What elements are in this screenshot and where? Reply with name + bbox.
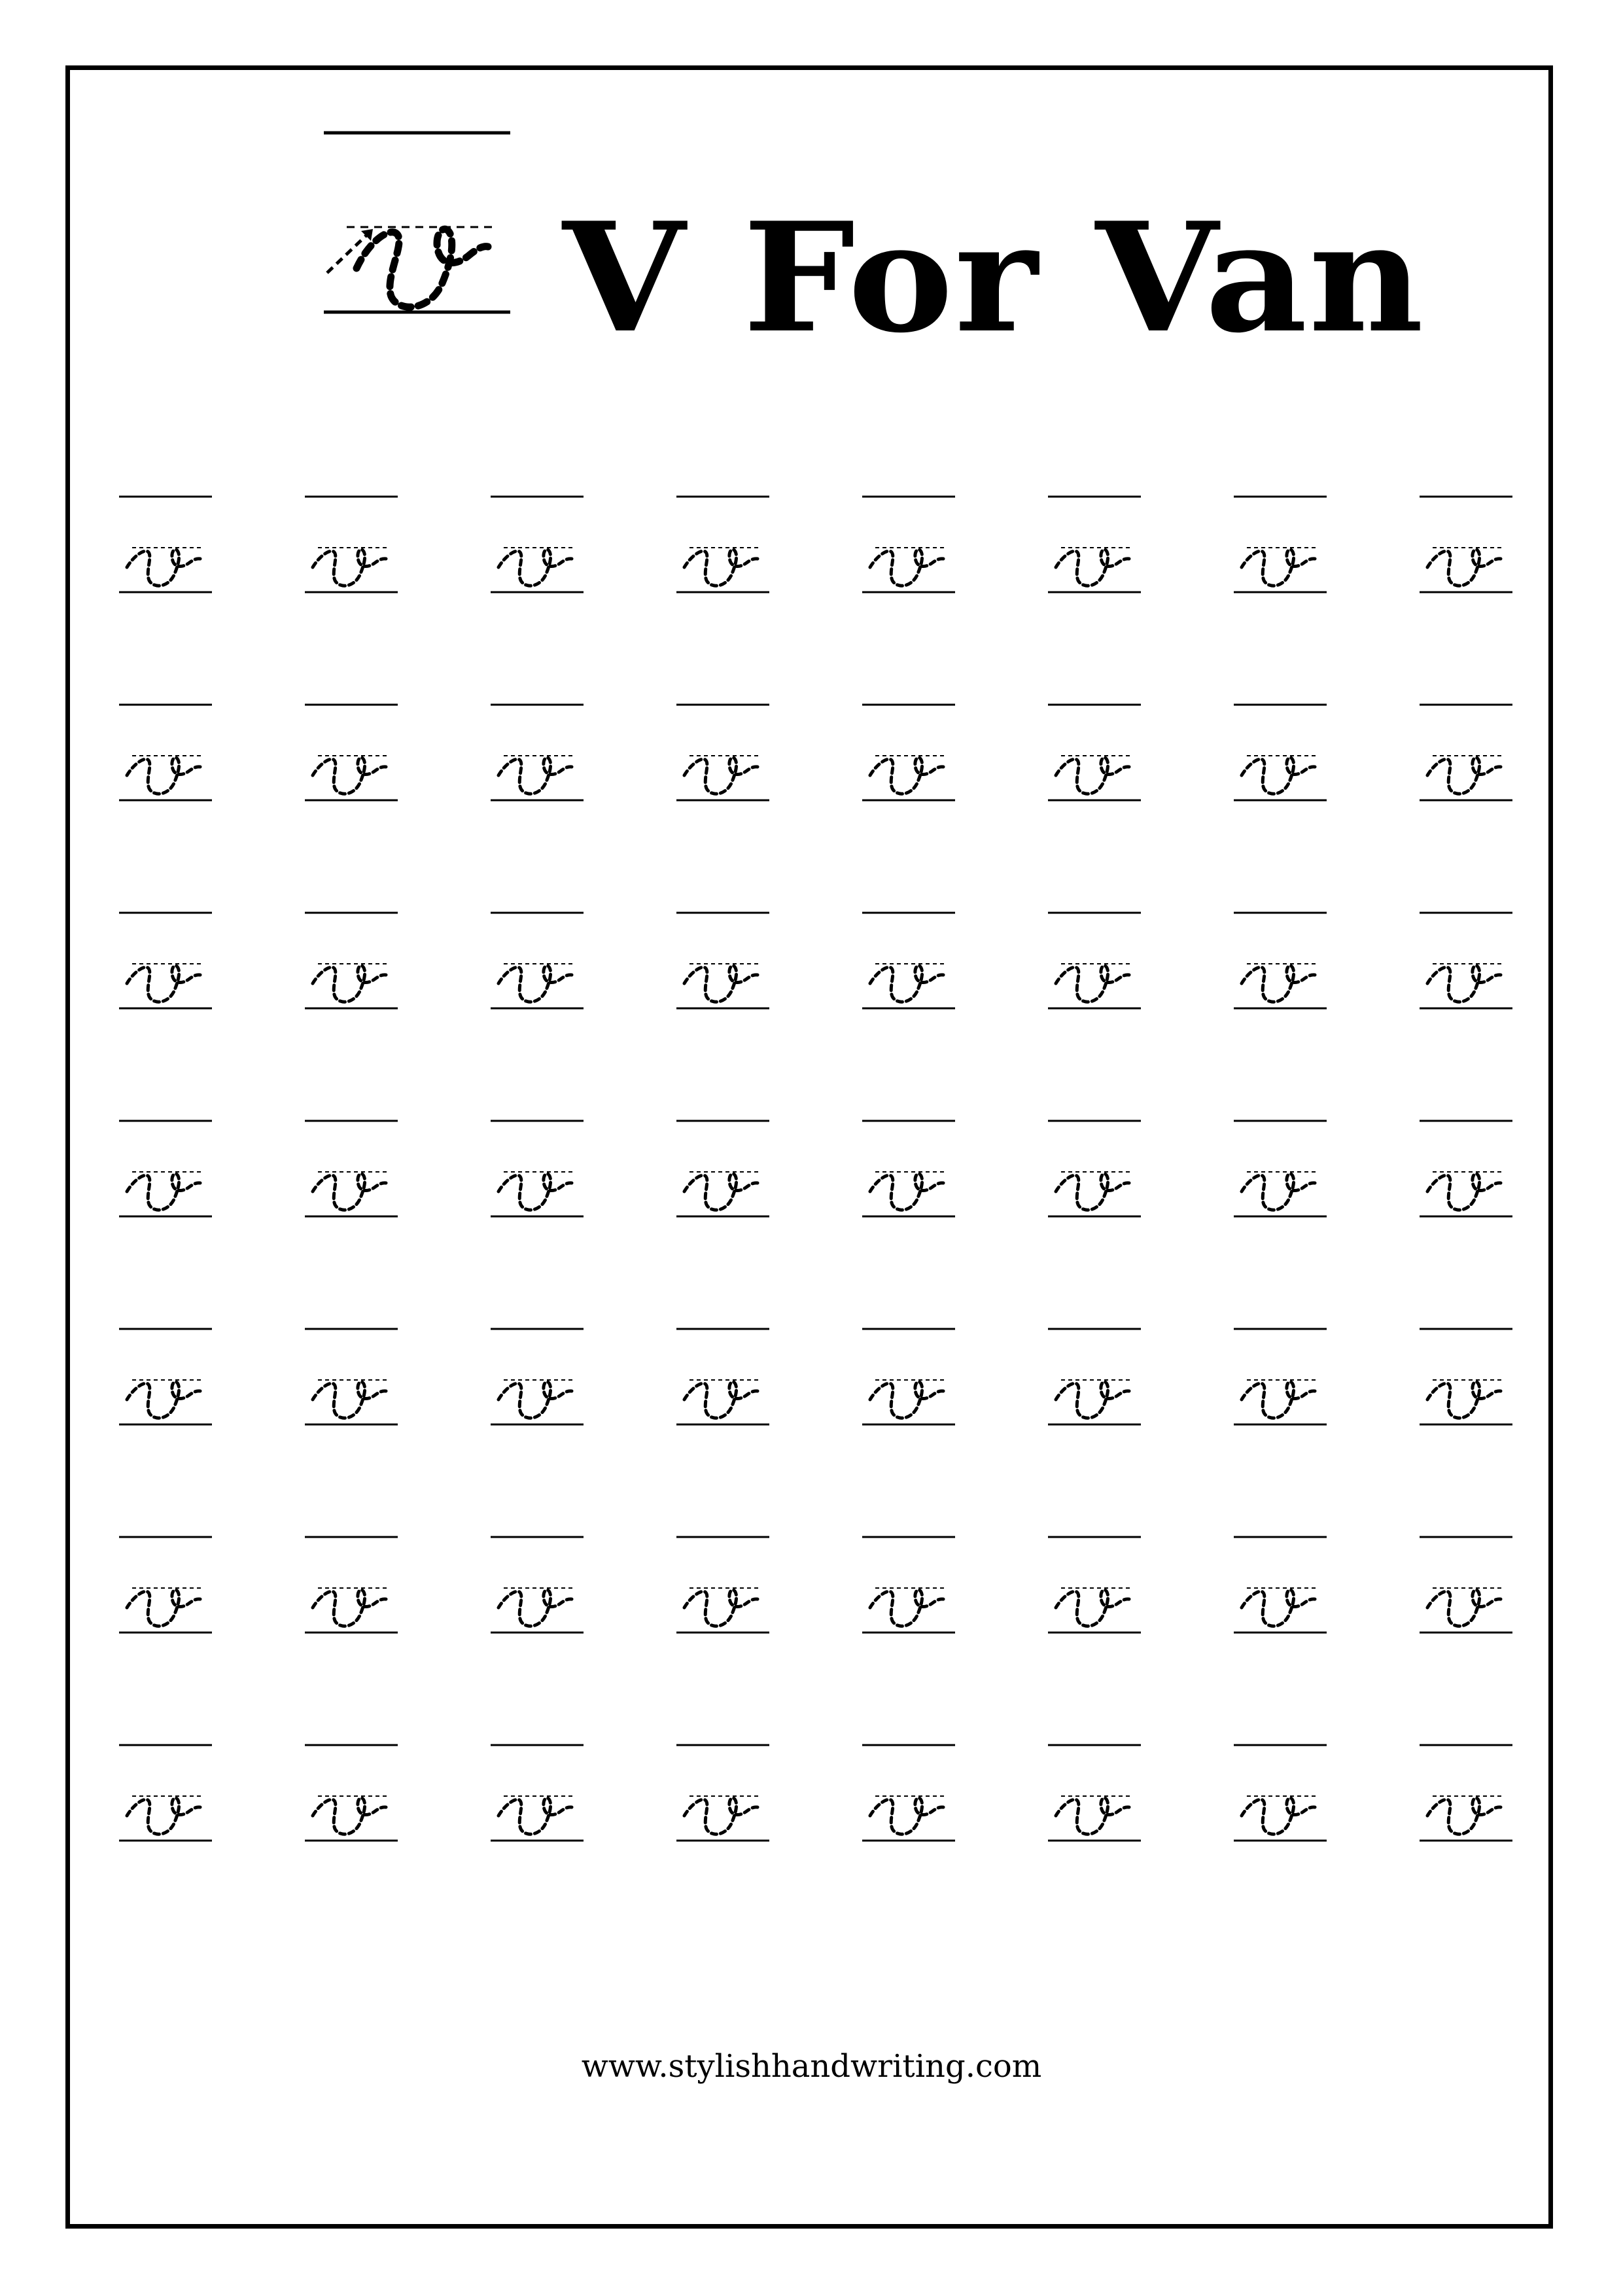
traced-letter-v xyxy=(861,1326,956,1431)
traced-letter-v xyxy=(1047,494,1142,599)
practice-row xyxy=(118,1534,1518,1742)
traced-letter-v xyxy=(675,1326,771,1431)
traced-letter-v xyxy=(304,910,399,1015)
traced-letter-v xyxy=(675,702,771,807)
traced-letter-v xyxy=(1418,702,1514,807)
header-traced-letter-v xyxy=(321,128,517,324)
traced-letter-v xyxy=(489,1742,585,1847)
traced-letter-v xyxy=(1418,494,1514,599)
practice-row xyxy=(118,910,1518,1118)
traced-letter-v xyxy=(861,1742,956,1847)
traced-letter-v xyxy=(118,1742,213,1847)
traced-letter-v xyxy=(675,1742,771,1847)
traced-letter-v xyxy=(118,494,213,599)
traced-letter-v xyxy=(118,1534,213,1639)
traced-letter-v xyxy=(304,1118,399,1223)
traced-letter-v xyxy=(1232,702,1328,807)
traced-letter-v xyxy=(1232,1534,1328,1639)
practice-row xyxy=(118,1118,1518,1326)
traced-letter-v xyxy=(1232,1326,1328,1431)
traced-letter-v xyxy=(1232,494,1328,599)
website-footer: www.stylishhandwriting.com xyxy=(581,2048,1042,2085)
traced-letter-v xyxy=(1047,1118,1142,1223)
traced-letter-v xyxy=(675,1118,771,1223)
traced-letter-v xyxy=(861,1118,956,1223)
page-title: V For Van xyxy=(563,190,1425,366)
traced-letter-v xyxy=(861,910,956,1015)
traced-letter-v xyxy=(1418,1118,1514,1223)
traced-letter-v xyxy=(1047,1742,1142,1847)
practice-row xyxy=(118,1326,1518,1534)
traced-letter-v xyxy=(1232,1118,1328,1223)
traced-letter-v xyxy=(1232,910,1328,1015)
traced-letter-v xyxy=(1418,910,1514,1015)
traced-letter-v xyxy=(304,702,399,807)
traced-letter-v xyxy=(861,494,956,599)
practice-grid xyxy=(118,494,1518,1951)
traced-letter-v xyxy=(304,494,399,599)
traced-letter-v xyxy=(675,910,771,1015)
traced-letter-v xyxy=(1232,1742,1328,1847)
traced-letter-v xyxy=(489,910,585,1015)
traced-letter-v xyxy=(304,1742,399,1847)
traced-letter-v xyxy=(861,702,956,807)
traced-letter-v xyxy=(1047,910,1142,1015)
traced-letter-v xyxy=(675,494,771,599)
traced-letter-v xyxy=(489,1326,585,1431)
traced-letter-v xyxy=(489,1534,585,1639)
traced-letter-v xyxy=(1047,1534,1142,1639)
traced-letter-v xyxy=(1418,1742,1514,1847)
practice-row xyxy=(118,702,1518,910)
traced-letter-v xyxy=(118,1326,213,1431)
traced-letter-v xyxy=(861,1534,956,1639)
traced-letter-v xyxy=(304,1534,399,1639)
traced-letter-v xyxy=(675,1534,771,1639)
traced-letter-v xyxy=(304,1326,399,1431)
traced-letter-v xyxy=(1418,1326,1514,1431)
traced-letter-v xyxy=(1047,702,1142,807)
traced-letter-v xyxy=(489,702,585,807)
traced-letter-v xyxy=(489,1118,585,1223)
traced-letter-v xyxy=(118,910,213,1015)
traced-letter-v xyxy=(1047,1326,1142,1431)
worksheet-header xyxy=(321,128,1433,366)
traced-letter-v xyxy=(1418,1534,1514,1639)
traced-letter-v xyxy=(118,1118,213,1223)
traced-letter-v xyxy=(118,702,213,807)
traced-letter-v xyxy=(489,494,585,599)
practice-row xyxy=(118,1742,1518,1951)
practice-row xyxy=(118,494,1518,702)
